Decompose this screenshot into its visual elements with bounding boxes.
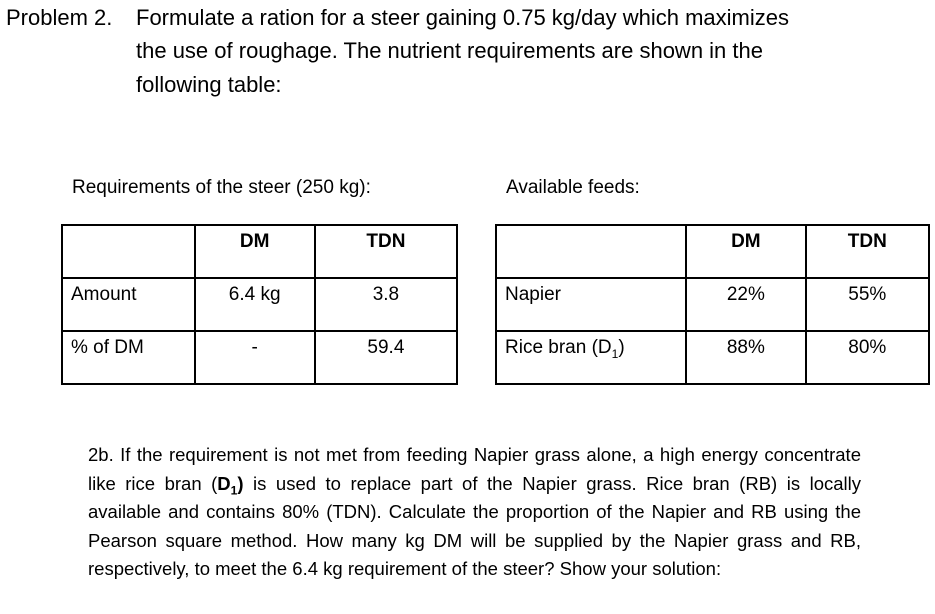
row-label: Rice bran $(D_1)$: [496, 331, 686, 384]
problem-line-2: the use of roughage. The nutrient requirements are shown in the: [136, 38, 763, 63]
column-header-tdn: TDN: [806, 225, 929, 278]
row-label: % of DM: [62, 331, 195, 384]
cell-dm: 88%: [686, 331, 805, 384]
requirements-caption: Requirements of the steer (250 kg):: [72, 177, 371, 198]
feeds-caption: Available feeds:: [506, 177, 640, 198]
subscript: 1: [611, 346, 619, 361]
column-header-tdn: TDN: [315, 225, 457, 278]
table-row: [62, 331, 457, 384]
problem-line-1: Formulate a ration for a steer gaining 0.75 kg/day which maximizes: [136, 5, 789, 30]
table-row: [496, 225, 929, 278]
column-header-dm: DM: [195, 225, 315, 278]
table-row: [62, 278, 457, 331]
cell-tdn: 3.8: [315, 278, 457, 331]
feeds-table: [495, 224, 930, 385]
row-label: Napier: [496, 278, 686, 331]
row-label: Amount: [62, 278, 195, 331]
cell-tdn: 59.4: [315, 331, 457, 384]
table-row: [62, 225, 457, 278]
table-row: [496, 331, 929, 384]
cell-tdn: 80%: [806, 331, 929, 384]
rice-bran-symbol: $D_1$): [217, 472, 244, 498]
column-header-dm: DM: [686, 225, 805, 278]
requirements-table: [61, 224, 458, 385]
header-corner: [496, 225, 686, 278]
problem-label: Problem 2.: [6, 5, 113, 30]
question-paragraph: 2b. If the requirement is not met from feeding Napier grass alone, a high energy concentrate like rice bran $(D_1)$ is used to replace part of the Napier grass. Rice bran (RB) is locally available and contains 80% (TDN). Calculate the proportion of the Napier and RB using the Pearson square method. How many kg DM will be supplied by the Napier grass and RB, respectively, to meet the 6.4 kg requirement of the steer? Show your solution:: [88, 444, 861, 580]
table-row: [496, 278, 929, 331]
cell-dm: 22%: [686, 278, 805, 331]
problem-line-3: following table:: [136, 72, 282, 97]
header-corner: [62, 225, 195, 278]
cell-dm: -: [195, 331, 315, 384]
cell-dm: 6.4 kg: [195, 278, 315, 331]
cell-tdn: 55%: [806, 278, 929, 331]
